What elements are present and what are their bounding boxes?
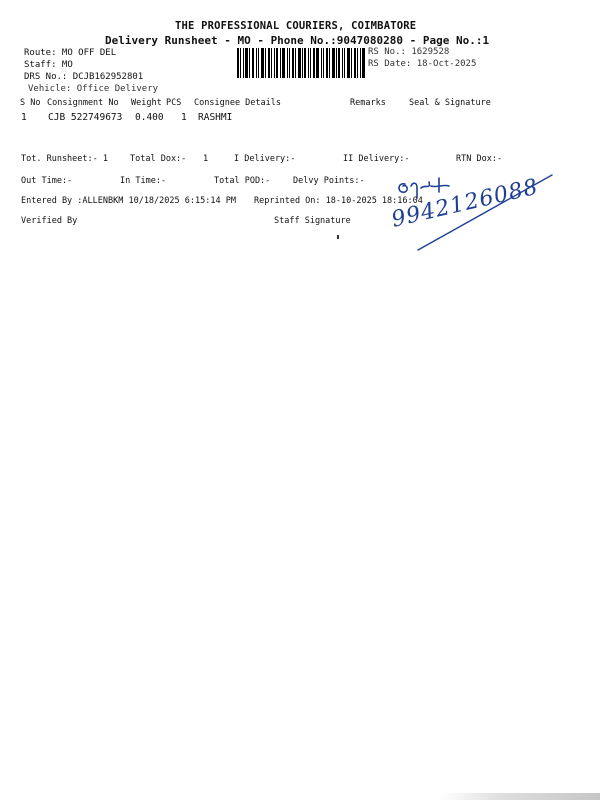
stray-mark bbox=[337, 235, 339, 239]
row-consignment: CJB 522749673 bbox=[48, 112, 123, 123]
route-label: Route: MO OFF DEL bbox=[24, 48, 117, 58]
rs-number: RS No.: 1629528 bbox=[368, 47, 450, 57]
col-header-consignment: Consignment No bbox=[47, 98, 119, 108]
handwritten-phone: 9942126088 bbox=[389, 174, 541, 233]
row-pcs: 1 bbox=[181, 112, 187, 123]
delvy-points: Delvy Points:- bbox=[293, 176, 365, 186]
total-dox-label: Total Dox:- bbox=[130, 154, 187, 164]
staff-label: Staff: MO bbox=[24, 60, 73, 70]
rtn-dox: RTN Dox:- bbox=[456, 154, 503, 164]
drs-number: DRS No.: DCJB162952801 bbox=[24, 72, 144, 82]
total-dox-value: 1 bbox=[203, 154, 209, 164]
vehicle-label: Vehicle: Office Delivery bbox=[28, 84, 159, 94]
barcode bbox=[237, 48, 365, 78]
out-time: Out Time:- bbox=[21, 176, 73, 186]
staff-signature: Staff Signature bbox=[274, 216, 351, 226]
rs-date: RS Date: 18-Oct-2025 bbox=[368, 59, 477, 69]
runsheet-subtitle: Delivery Runsheet - MO - Phone No.:9047080280 - Page No.:1 bbox=[105, 34, 490, 47]
scan-corner-mark bbox=[440, 793, 600, 800]
i-delivery: I Delivery:- bbox=[234, 154, 296, 164]
row-sno: 1 bbox=[21, 112, 27, 123]
col-header-remarks: Remarks bbox=[350, 98, 386, 108]
in-time: In Time:- bbox=[120, 176, 167, 186]
reprinted-on: Reprinted On: 18-10-2025 18:16:04 bbox=[254, 196, 423, 206]
ii-delivery: II Delivery:- bbox=[343, 154, 410, 164]
row-consignee: RASHMI bbox=[198, 112, 233, 123]
row-weight: 0.400 bbox=[135, 112, 164, 123]
entered-by: Entered By :ALLENBKM 10/18/2025 6:15:14 PM bbox=[21, 196, 236, 206]
handwritten-stroke bbox=[415, 172, 555, 252]
tot-runsheet: Tot. Runsheet:- 1 bbox=[21, 154, 108, 164]
col-header-sno: S No bbox=[20, 98, 41, 108]
col-header-pcs: PCS bbox=[166, 98, 182, 108]
company-title: THE PROFESSIONAL COURIERS, COIMBATORE bbox=[175, 20, 417, 32]
verified-by: Verified By bbox=[21, 216, 78, 226]
col-header-weight: Weight bbox=[131, 98, 162, 108]
total-pod: Total POD:- bbox=[214, 176, 271, 186]
col-header-seal: Seal & Signature bbox=[409, 98, 491, 108]
col-header-consignee: Consignee Details bbox=[194, 98, 281, 108]
